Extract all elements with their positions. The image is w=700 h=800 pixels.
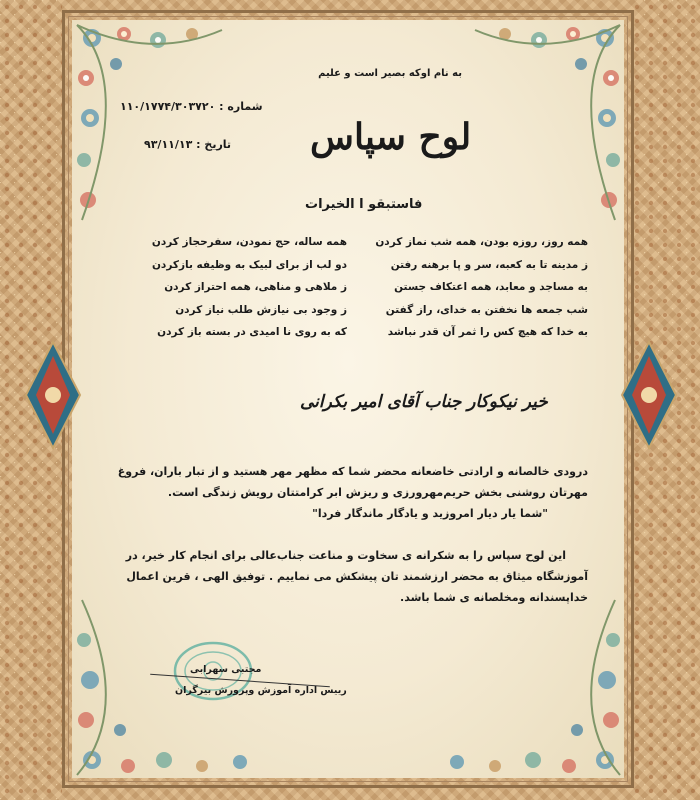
poem-line: همه روز، روزه بودن، همه شب نماز کردن <box>375 236 588 248</box>
signatory-title: رییس اداره آموزش وپرورش بیرگران <box>175 685 347 696</box>
verse-title: فاستبقو ا الخیرات <box>305 197 423 212</box>
poem-line: ز وجود بی نیازش طلب نیاز کردن <box>175 303 347 316</box>
poem-line: شب جمعه ها نخفتن به خدای، راز گفتن <box>385 303 588 316</box>
dedication-paragraph <box>118 545 588 608</box>
left-medallion-ornament <box>24 340 82 450</box>
honoree-name: خیر نیکوکار جناب آقای امیر بکرانی <box>300 392 548 412</box>
poem-line: به خدا که هیچ کس را ثمر آن قدر نباشد <box>387 326 588 338</box>
paragraph-line: مهرتان روشنی بخش حریم‌مهرورزی و ریزش ابر کرامتتان رویش زندگی است. <box>167 486 588 499</box>
poem-line: که به روی نا امیدی در بسته باز کردن <box>157 326 347 338</box>
top-right-floral-ornament <box>465 20 625 230</box>
poem-line: ز مدینه تا به کعبه، سر و پا برهنه رفتن <box>390 258 588 271</box>
poem-line: دو لب از برای لبیک به وظیفه بازکردن <box>151 258 347 271</box>
poem-line: به مساجد و معابد، همه اعتکاف جستن <box>394 281 588 293</box>
poem-right-column <box>375 231 588 344</box>
poem-left-column <box>137 231 347 344</box>
signatory-name: مجتبی سهرابی <box>190 664 262 675</box>
issue-date: تاریخ : ۹۳/۱۱/۱۳ <box>144 138 232 151</box>
top-left-floral-ornament <box>72 20 232 230</box>
paragraph-line: خداپسندانه ومخلصانه ی شما باشد. <box>400 591 588 604</box>
blessing-line: به نام اوکه بصیر است و علیم <box>318 68 462 79</box>
reference-number: شماره : ۱۱۰/۱۷۷۴/۳۰۳۷۲۰ <box>120 100 263 113</box>
bottom-right-floral-ornament <box>425 590 625 778</box>
paragraph-line: این لوح سپاس را به شکرانه ی سخاوت و مناعت جناب‌عالی برای انجام کار خیر، در <box>125 549 566 562</box>
paragraph-line: درودی خالصانه و ارادتی خاضعانه محضر شما که مظهر مهر هستید و از تبار باران، فروغ <box>117 465 588 478</box>
paragraph-line: "شما یار دیار امروزید و یادگار ماندگار فردا" <box>312 507 548 520</box>
certificate-title: لوح سپاس <box>310 116 472 158</box>
poem-line: همه ساله، حج نمودن، سفرحجاز کردن <box>151 236 347 248</box>
poem-line: ز ملاهی و مناهی، همه احتراز کردن <box>164 281 347 293</box>
paragraph-line: آموزشگاه میثاق به محضر ارزشمند تان پیشکش می نماییم . توفیق الهی ، قرین اعمال <box>126 570 588 583</box>
right-medallion-ornament <box>620 340 678 450</box>
tribute-paragraph <box>118 461 588 524</box>
